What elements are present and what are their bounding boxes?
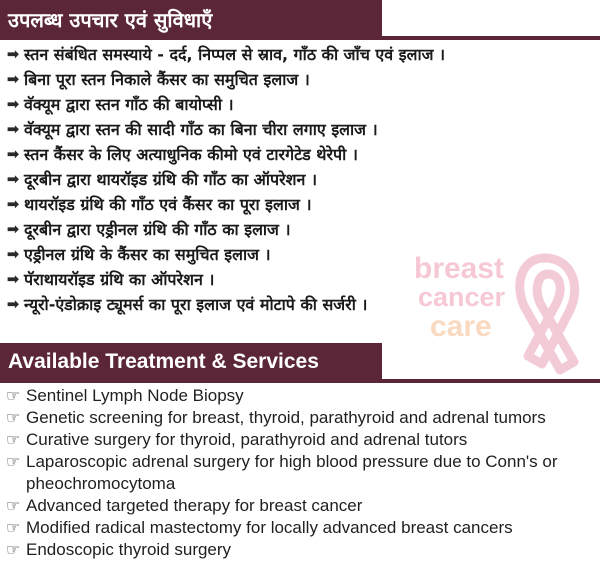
arrow-right-icon: ➡ [6,244,20,263]
pointing-hand-icon: ☞ [5,496,21,515]
watermark-line2: cancer [418,282,506,312]
list-item [0,241,600,266]
pointing-hand-icon: ☞ [5,386,21,405]
list-item [0,407,600,429]
watermark-line3: care [430,310,492,343]
hindi-section-title: उपलब्ध उपचार एवं सुविधाएँ [8,7,213,32]
list-item [0,41,600,66]
list-item-text: Laparoscopic adrenal surgery for high blood pressure due to Conn's or pheochromocytoma [26,452,558,493]
list-item-text: Curative surgery for thyroid, parathyroid and adrenal tutors [26,430,468,449]
arrow-right-icon: ➡ [6,94,20,113]
list-item-text: पॅराथायरॉइड ग्रंथि का ऑपरेशन । [24,269,215,289]
english-section-title: Available Treatment & Services [8,350,319,373]
list-item [0,141,600,166]
list-item-text: Advanced targeted therapy for breast cancer [26,496,363,515]
hindi-header-divider [0,36,600,40]
list-item-text: थायरॉइड ग्रंथि की गाँठ एवं कैंसर का पूरा इलाज । [24,194,312,214]
list-item-text: Endoscopic thyroid surgery [26,540,232,559]
arrow-right-icon: ➡ [6,169,20,188]
english-section-header [0,343,382,381]
list-item-text: Genetic screening for breast, thyroid, parathyroid and adrenal tumors [26,408,546,427]
arrow-right-icon: ➡ [6,69,20,88]
list-item [0,166,600,191]
pointing-hand-icon: ☞ [5,540,21,559]
pointing-hand-icon: ☞ [5,518,21,537]
list-item-text: न्यूरो-एंडोक्राइ ट्यूमर्स का पूरा इलाज एवं मोटापे की सर्जरी । [24,294,368,314]
list-item-text: वॅक्यूम द्वारा स्तन गाँठ की बायोप्सी । [24,94,234,114]
arrow-right-icon: ➡ [6,44,20,63]
english-services-list [0,385,600,561]
list-item [0,116,600,141]
list-item [0,539,600,561]
list-item-text: Modified radical mastectomy for locally advanced breast cancers [26,518,513,537]
list-item [0,291,600,316]
pointing-hand-icon: ☞ [5,408,21,427]
arrow-right-icon: ➡ [6,294,20,313]
list-item [0,66,600,91]
list-item-text: एड्रीनल ग्रंथि के कैंसर का समुचित इलाज । [24,244,271,264]
hindi-section-header [0,0,382,38]
list-item-text: स्तन संबंधित समस्याये - दर्द, निप्पल से स्राव, गाँठ की जाँच एवं इलाज । [24,44,446,64]
list-item-text: दूरबीन द्वारा थायरॉइड ग्रंथि की गाँठ का ऑपरेशन । [24,169,318,189]
list-item-text: स्तन कैंसर के लिए अत्याधुनिक कीमो एवं टारगेटेड थेरेपी । [24,144,358,164]
list-item-text: Sentinel Lymph Node Biopsy [26,386,244,405]
list-item [0,266,600,291]
arrow-right-icon: ➡ [6,194,20,213]
hindi-services-list [0,41,600,316]
list-item [0,429,600,451]
pointing-hand-icon: ☞ [5,452,21,471]
watermark-line1: breast [414,252,505,285]
list-item [0,517,600,539]
arrow-right-icon: ➡ [6,144,20,163]
arrow-right-icon: ➡ [6,119,20,138]
list-item-text: दूरबीन द्वारा एड्रीनल ग्रंथि की गाँठ का इलाज । [24,219,291,239]
english-header-divider [0,379,600,383]
list-item [0,495,600,517]
list-item [0,451,600,495]
list-item [0,385,600,407]
pointing-hand-icon: ☞ [5,430,21,449]
list-item [0,91,600,116]
arrow-right-icon: ➡ [6,269,20,288]
list-item [0,191,600,216]
list-item [0,216,600,241]
list-item-text: बिना पूरा स्तन निकाले कैंसर का समुचित इलाज । [24,69,310,89]
list-item-text: वॅक्यूम द्वारा स्तन की सादी गाँठ का बिना चीरा लगाए इलाज । [24,119,378,139]
arrow-right-icon: ➡ [6,219,20,238]
